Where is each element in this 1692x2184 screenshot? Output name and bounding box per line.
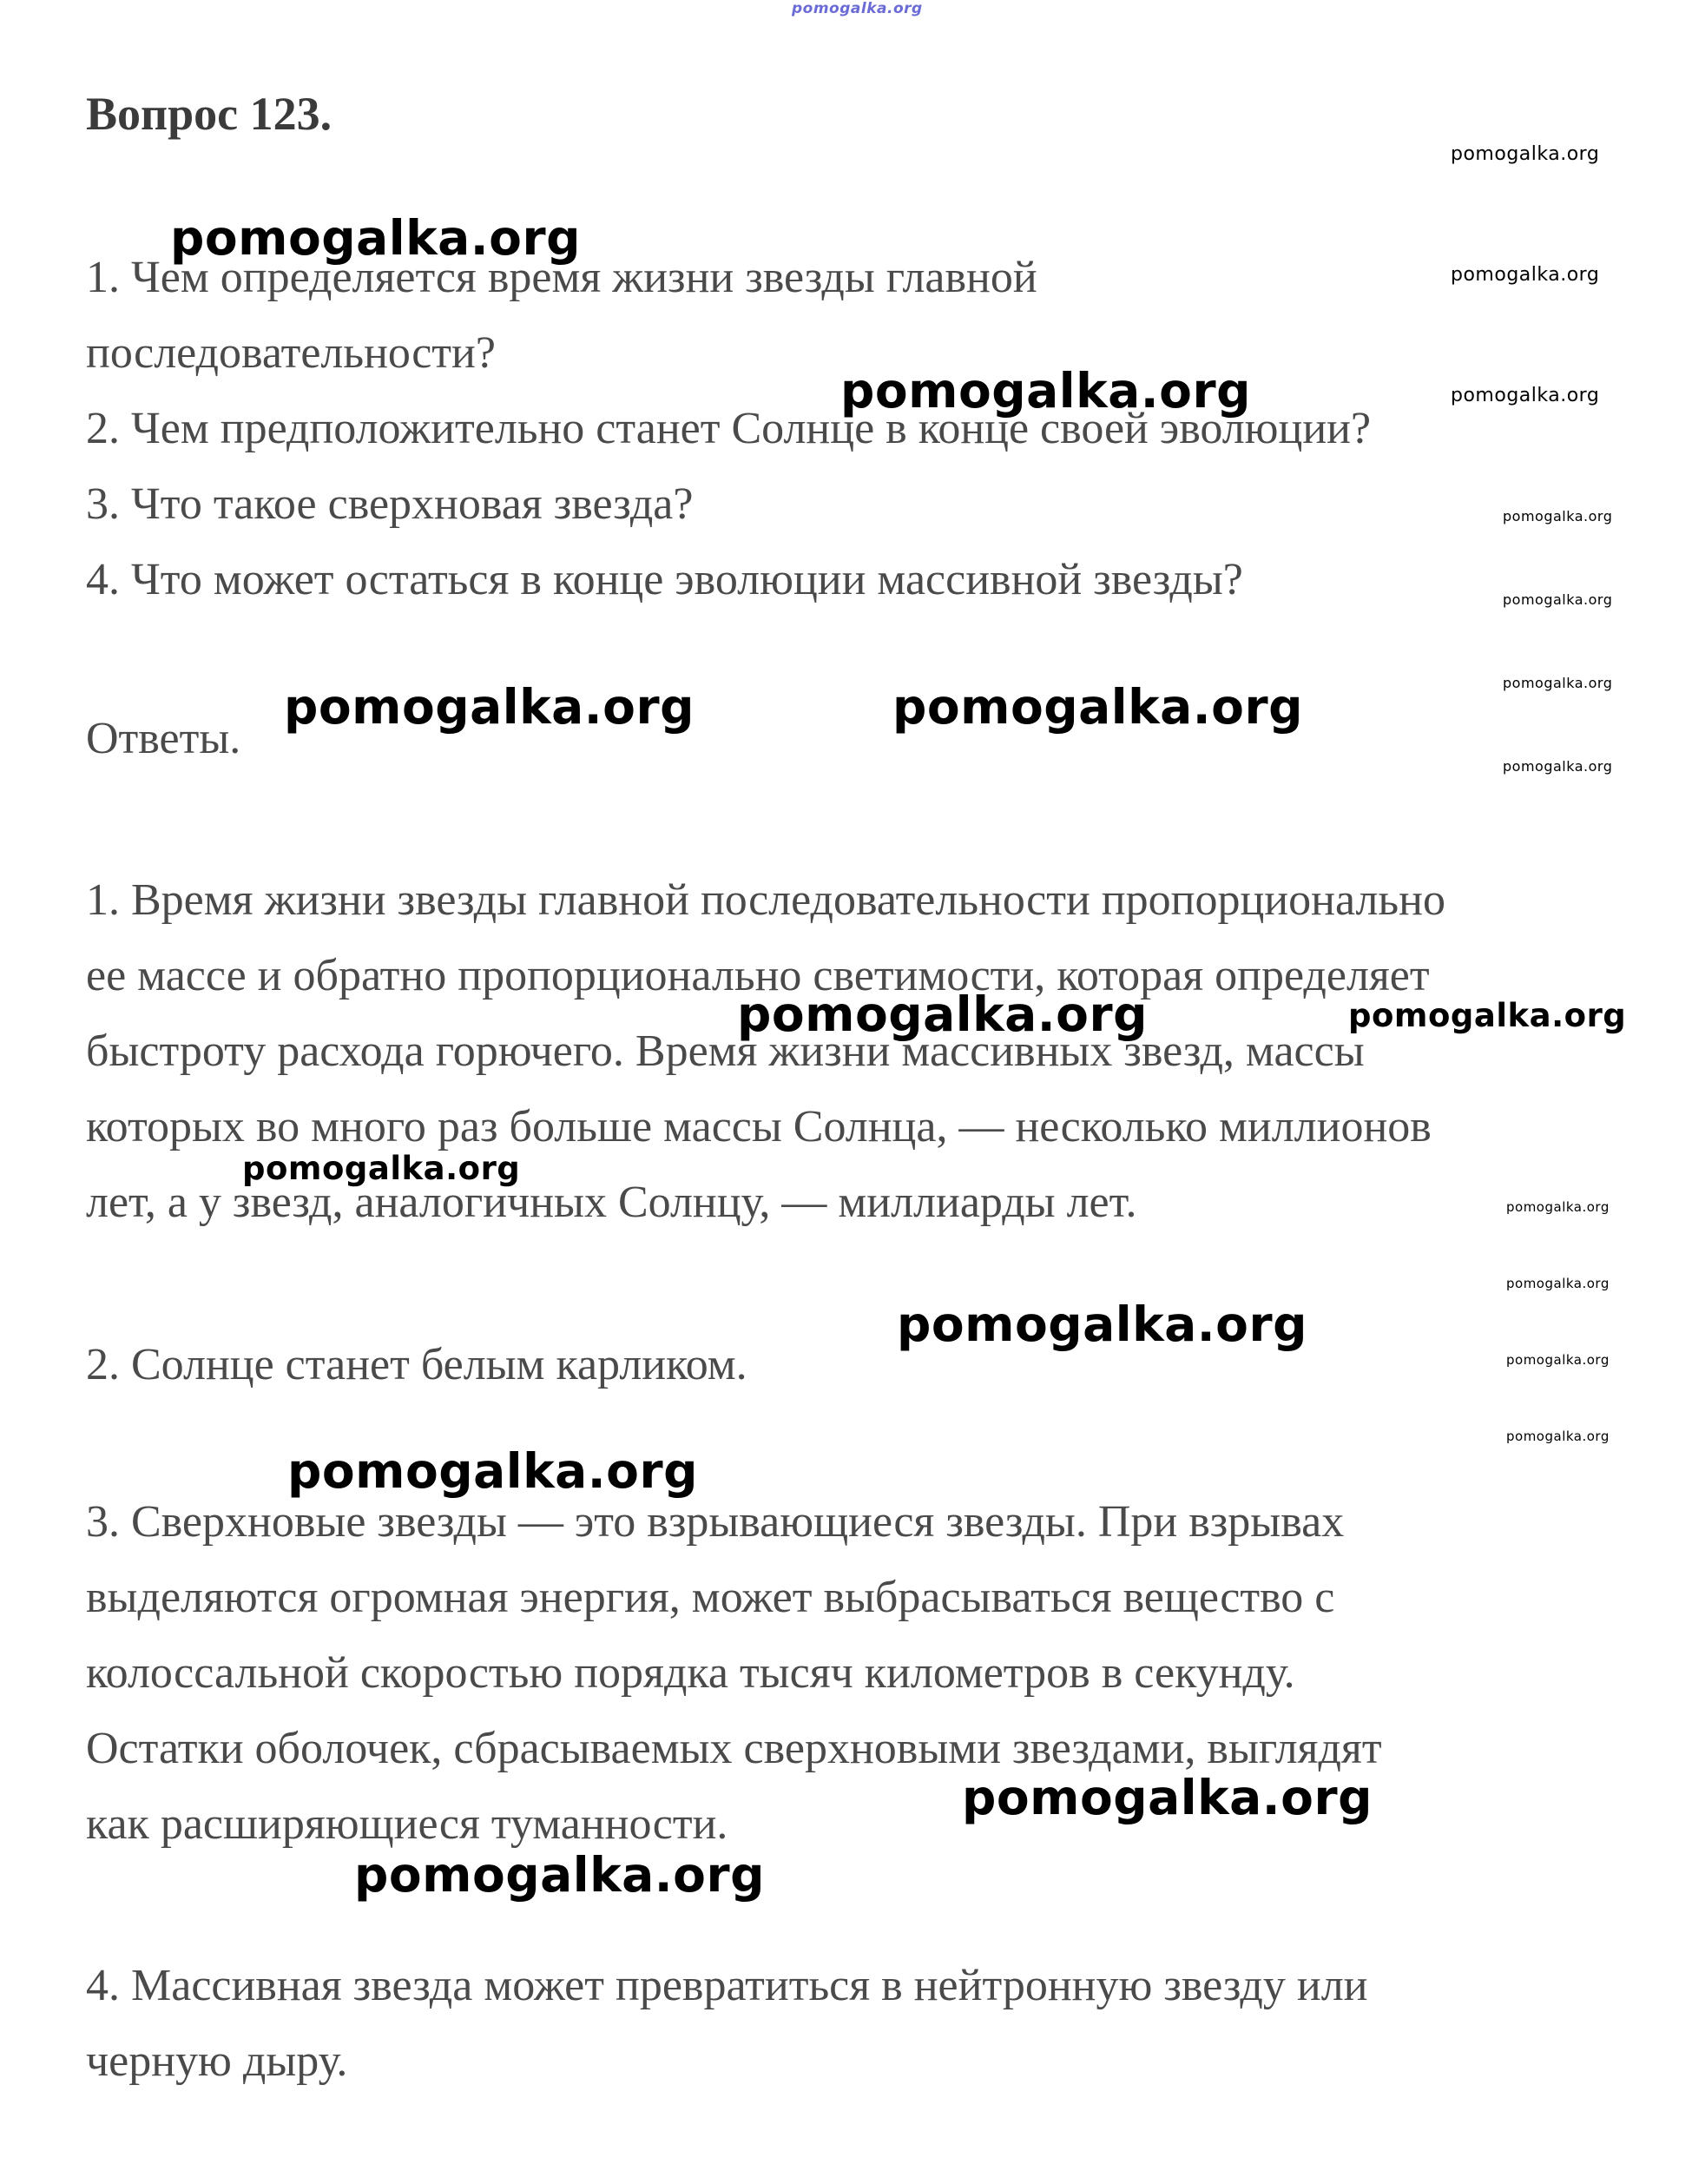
watermark: pomogalka.org [897,1297,1307,1352]
watermark: pomogalka.org [1506,1352,1610,1368]
watermark: pomogalka.org [170,210,581,266]
watermark: pomogalka.org [840,363,1251,419]
question-4: 4. Что может остаться в конце эволюции массивной звезды? [86,555,1243,604]
watermark: pomogalka.org [1503,591,1613,608]
watermark: pomogalka.org [287,1443,698,1499]
question-1: 1. Чем определяется время жизни звезды главной последовательности? [86,253,1037,378]
watermark: pomogalka.org [962,1770,1373,1825]
watermark: pomogalka.org [737,986,1148,1042]
watermark: pomogalka.org [1348,997,1627,1034]
page-title: Вопрос 123. [86,88,332,140]
answer-4: 4. Массивная звезда может превратиться в нейтронную звезду или черную дыру. [86,1961,1368,2086]
watermark: pomogalka.org [1451,143,1600,165]
answers-label: Ответы. [86,714,241,763]
watermark: pomogalka.org [1506,1429,1610,1444]
answer-1: 1. Время жизни звезды главной последовательности пропорционально ее массе и обратно пропорционально светимости, которая определяет быстроту расхода горючего. Время жизни массивных звезд, массы которых во много раз больше массы Солнца, — несколько миллионов лет, а у звезд, аналогичных Солнцу, — миллиарды лет. [86,875,1445,1227]
watermark: pomogalka.org [1506,1276,1610,1291]
watermark: pomogalka.org [1451,385,1600,406]
watermark: pomogalka.org [242,1150,521,1187]
watermark: pomogalka.org [1451,264,1600,286]
answer-3: 3. Сверхновые звезды — это взрывающиеся звезды. При взрывах выделяются огромная энергия, может выбрасываться вещество с колоссальной скоростью порядка тысяч километров в секунду. Остатки оболочек, сбрасываемых сверхновыми звездами, выглядят как расширяющиеся туманности. [86,1497,1382,1849]
watermark: pomogalka.org [1503,508,1613,525]
watermark: pomogalka.org [284,679,695,735]
top-watermark: pomogalka.org [792,0,923,17]
watermark: pomogalka.org [1503,758,1613,775]
watermark: pomogalka.org [354,1847,765,1903]
watermark: pomogalka.org [1506,1199,1610,1215]
question-3: 3. Что такое сверхновая звезда? [86,479,694,529]
watermark: pomogalka.org [892,679,1303,735]
answer-2: 2. Солнце станет белым карликом. [86,1340,747,1389]
watermark: pomogalka.org [1503,675,1613,691]
question-2: 2. Чем предположительно станет Солнце в конце своей эволюции? [86,404,1372,453]
